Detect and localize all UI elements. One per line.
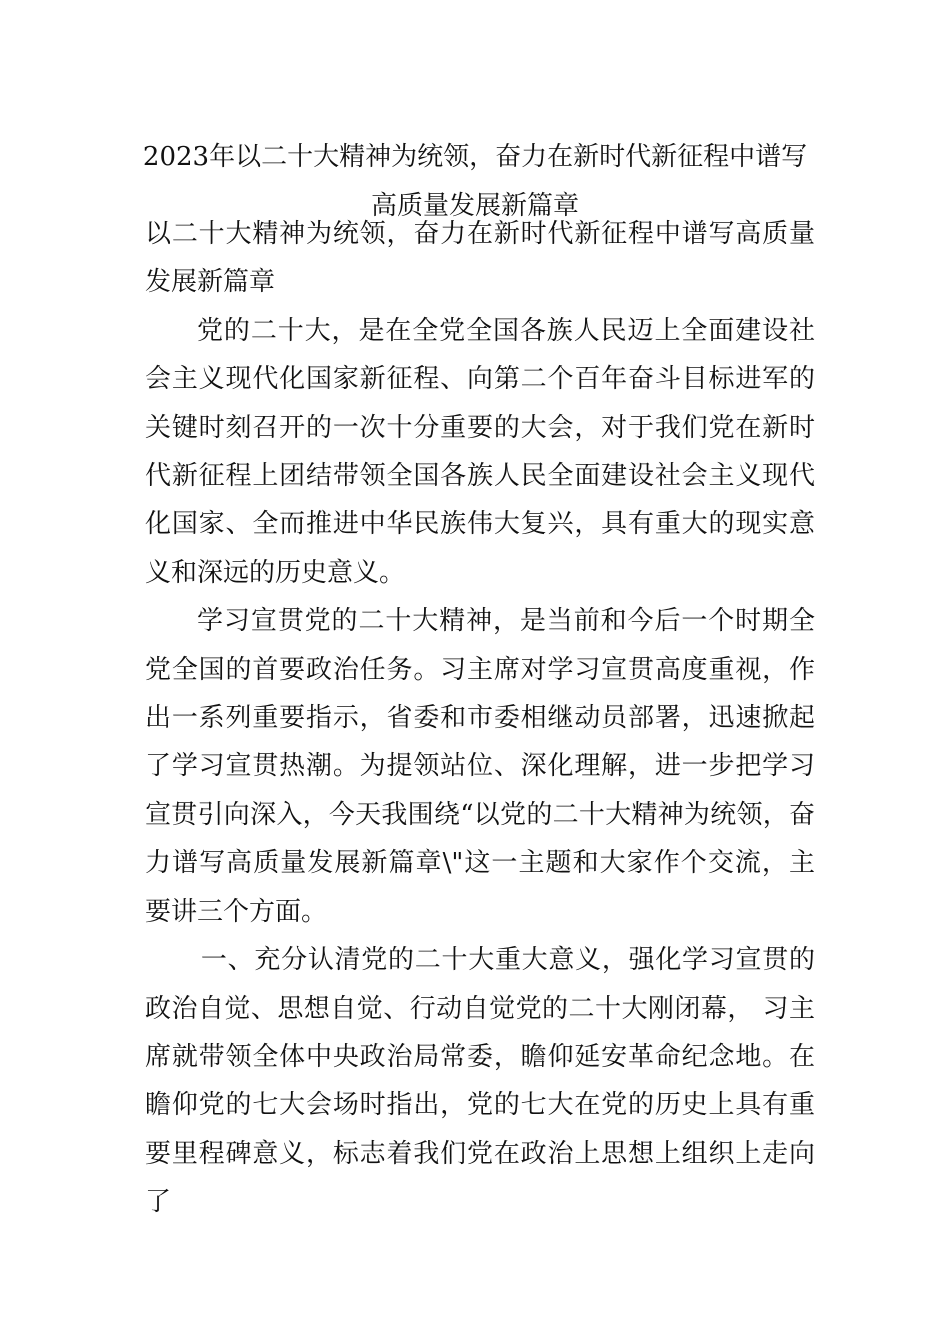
paragraph-3: 一、充分认清党的二十大重大意义，强化学习宣贯的政治自觉、思想自觉、行动自觉党的二十大刚闭幕， 习主席就带领全体中央政治局常委，瞻仰延安革命纪念地。在瞻仰党的七大会场时指出，党的七大在党的历史上具有重要里程碑意义，标志着我们党在政治上思想上组织上走向了 — [145, 945, 815, 1218]
document-body — [145, 210, 815, 1227]
document-title-line-1: 2023年以二十大精神为统领，奋力在新时代新征程中谱写 — [142, 142, 808, 172]
document-subtitle: 以二十大精神为统领，奋力在新时代新征程中谱写高质量发展新篇章 — [145, 219, 815, 298]
paragraph-1: 党的二十大，是在全党全国各族人民迈上全面建设社会主义现代化国家新征程、向第二个百年奋斗目标进军的关键时刻召开的一次十分重要的大会，对于我们党在新时代新征程上团结带领全国各族人民全面建设社会主义现代化国家、全而推进中华民族伟大复兴，具有重大的现实意义和深远的历史意义。 — [145, 315, 815, 588]
document-title-line-2: 高质量发展新篇章 — [370, 191, 579, 221]
paragraph-2: 学习宣贯党的二十大精神，是当前和今后一个时期全党全国的首要政治任务。习主席对学习宣贯高度重视，作出一系列重要指示，省委和市委相继动员部署，迅速掀起了学习宣贯热潮。为提领站位、深化理解，进一步把学习宣贯引向深入，今天我围绕“以党的二十大精神为统领，奋力谱写高质量发展新篇章\"这一主题和大家作个交流，主要讲三个方面。 — [145, 606, 815, 927]
